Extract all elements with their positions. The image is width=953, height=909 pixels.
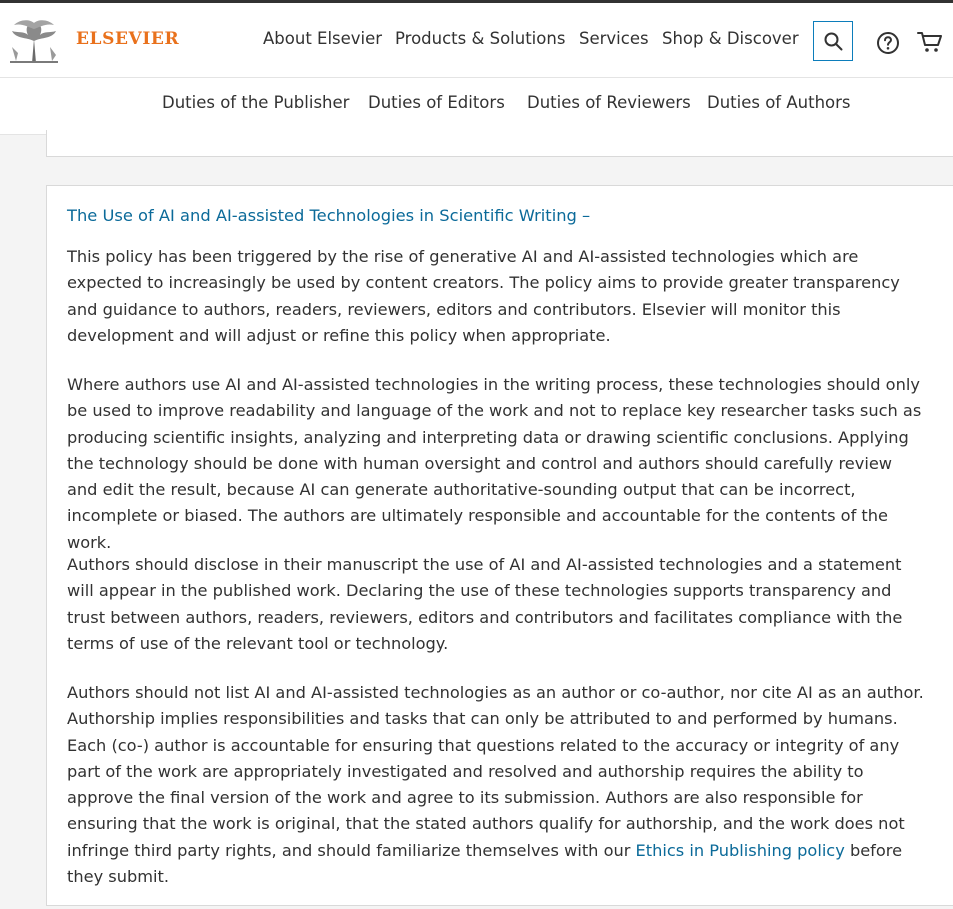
- previous-section-card: [46, 130, 953, 157]
- paragraph-1: This policy has been triggered by the rise of generative AI and AI-assisted technologies which are expected to increasingly be used by content creators. The policy aims to provide greater transparency and guidance to authors, readers, reviewers, editors and contributors. Elsevier will monitor this development and will adjust or refine this policy when appropriate.: [67, 247, 900, 345]
- tab-duties-of-editors[interactable]: Duties of Editors: [368, 93, 505, 112]
- paragraph-4-text: Authors should not list AI and AI-assisted technologies as an author or co-author, nor cite AI as an author. Authorship implies responsibilities and tasks that can only be attributed to and performed by humans. Each (co-) author is accountable for ensuring that questions related to the accuracy or integrity of any part of the work are appropriately investigated and resolved and authorship requires the ability to approve the final version of the work and agree to its submission. Authors are also responsible for ensuring that the work is original, that the stated authors qualify for authorship, and the work does not infringe third party rights, and should familiarize themselves with our: [67, 683, 924, 860]
- section-title: The Use of AI and AI-assisted Technologies in Scientific Writing –: [67, 206, 591, 225]
- nav-about-elsevier[interactable]: About Elsevier: [263, 29, 383, 48]
- paragraph-3: Authors should disclose in their manuscript the use of AI and AI-assisted technologies and a statement will appear in the published work. Declaring the use of these technologies supports transparency and trust between authors, readers, reviewers, editors and contributors and facilitates compliance with the terms of use of the relevant tool or technology.: [67, 555, 903, 653]
- paragraph-4: [67, 680, 927, 890]
- search-icon: [823, 31, 843, 51]
- tab-duties-of-authors[interactable]: Duties of Authors: [707, 93, 851, 112]
- brand-name[interactable]: ELSEVIER: [76, 29, 180, 49]
- tab-duties-of-the-publisher[interactable]: Duties of the Publisher: [162, 93, 350, 112]
- nav-products-solutions[interactable]: Products & Solutions: [395, 29, 566, 48]
- nav-shop-discover[interactable]: Shop & Discover: [662, 29, 799, 48]
- nav-services[interactable]: Services: [579, 29, 649, 48]
- tab-duties-of-reviewers[interactable]: Duties of Reviewers: [527, 93, 691, 112]
- search-button[interactable]: [813, 21, 853, 61]
- ai-policy-section: [46, 185, 953, 906]
- elsevier-tree-logo[interactable]: [6, 17, 62, 65]
- paragraph-2: Where authors use AI and AI-assisted technologies in the writing process, these technologies should only be used to improve readability and language of the work and not to replace key researcher tasks such as producing scientific insights, analyzing and interpreting data or drawing scientific conclusions. Applying the technology should be done with human oversight and control and authors should carefully review and edit the result, because AI can generate authoritative-sounding output that can be incorrect, incomplete or biased. The authors are ultimately responsible and accountable for the contents of the work.: [67, 375, 922, 552]
- help-icon[interactable]: [876, 31, 900, 55]
- ethics-policy-link[interactable]: Ethics in Publishing policy: [635, 840, 845, 860]
- site-header: [0, 3, 953, 78]
- paragraph-4-end: before they submit.: [67, 840, 903, 887]
- cart-icon[interactable]: [917, 30, 943, 54]
- policy-subnav: [0, 78, 953, 135]
